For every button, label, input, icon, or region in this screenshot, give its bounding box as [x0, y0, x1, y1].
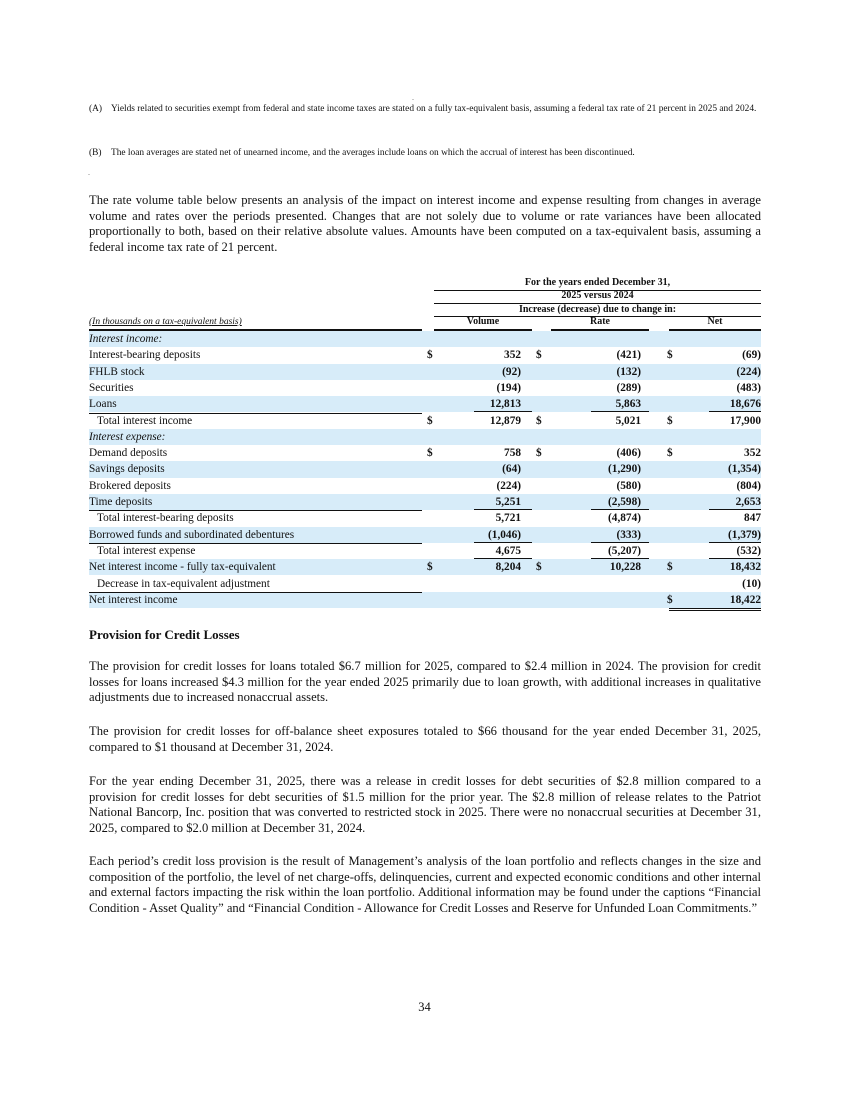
- rate-cell: 5,863: [615, 398, 641, 411]
- rate-cell: (4,874): [608, 512, 641, 525]
- column-header-volume: Volume: [466, 316, 500, 327]
- table-row: [89, 576, 761, 592]
- dollar-sign: $: [667, 593, 673, 606]
- section-heading: Provision for Credit Losses: [89, 627, 240, 642]
- paragraph: Each period’s credit loss provision is the result of Management’s analysis of the loan portfolio and reflects changes in the size and composition of the portfolio, the level of net charge-offs, delinquencies, current and expected economic conditions and other internal and external factors impacting the risk within the loan portfolio. Additional information may be found under the captions “Financial Condition - Asset Quality” and “Financial Condition - Allowance for Credit Losses and Reserve for Unfunded Loan Commitments.”: [89, 854, 761, 915]
- row-label: Securities: [89, 381, 134, 394]
- row-label: Demand deposits: [89, 447, 168, 460]
- row-label: FHLB stock: [89, 365, 145, 378]
- table-row: [89, 396, 761, 412]
- volume-cell: 12,879: [489, 414, 521, 427]
- net-cell: 2,653: [735, 496, 761, 508]
- volume-cell: 8,204: [495, 561, 521, 574]
- stray-mark: .: [412, 93, 414, 102]
- volume-cell: 758: [504, 447, 521, 460]
- paragraph: The provision for credit losses for off-balance sheet exposures totaled to $66 thousand for the year ended December 31, 2025, compared to $1 thousand at December 31, 2024.: [89, 724, 761, 754]
- net-cell: (532): [736, 544, 761, 557]
- row-label: Net interest income: [89, 593, 178, 606]
- table-row: [89, 331, 761, 347]
- row-label: Brokered deposits: [89, 479, 171, 492]
- table-row: [89, 461, 761, 477]
- footnote-label: (A): [89, 104, 103, 114]
- table-row: [89, 510, 761, 526]
- net-cell: (483): [736, 381, 761, 394]
- dollar-sign: $: [427, 561, 433, 574]
- net-cell: (69): [742, 349, 761, 362]
- footnote-b: [89, 147, 761, 160]
- net-cell: (1,379): [728, 528, 761, 541]
- net-cell: 18,422: [729, 593, 761, 606]
- dollar-sign: $: [536, 414, 542, 427]
- page-number: 34: [418, 1000, 431, 1014]
- table-row: [89, 543, 761, 559]
- footnote-label: (B): [89, 148, 102, 158]
- paragraph: For the year ending December 31, 2025, there was a release in credit losses for debt securities of $2.8 million compared to a provision for credit losses for debt securities of $1.5 million for the prior year. The $2.8 million of release relates to the Patriot National Bancorp, Inc. position that was converted to restricted stock in 2025. There were no nonaccrual securities at December 31, 2025, compared to $2.0 million at December 31, 2024.: [89, 774, 761, 835]
- net-cell: 847: [744, 512, 761, 525]
- footnote-text: Yields related to securities exempt from federal and state income taxes are stated on a fully tax-equivalent basis, assuming a federal tax rate of 21 percent in 2025 and 2024.: [111, 104, 757, 114]
- table-row: [89, 478, 761, 494]
- row-label: Interest expense:: [89, 430, 166, 443]
- net-cell: 17,900: [729, 414, 761, 427]
- table-header-comparison: 2025 versus 2024: [561, 290, 634, 301]
- stray-mark: .: [88, 168, 90, 177]
- rate-cell: (1,290): [608, 463, 641, 476]
- row-label: Borrowed funds and subordinated debentures: [89, 528, 295, 541]
- footnote-text: The loan averages are stated net of unearned income, and the averages include loans on which the accrual of interest has been discontinued.: [111, 148, 635, 158]
- net-cell: 18,676: [729, 398, 761, 411]
- column-header-net: Net: [707, 316, 723, 327]
- table-row: [89, 413, 761, 429]
- rate-cell: (421): [616, 349, 641, 362]
- rate-cell: (406): [616, 447, 641, 460]
- row-label: Net interest income - fully tax-equivalent: [89, 561, 276, 574]
- row-label: Decrease in tax-equivalent adjustment: [97, 577, 270, 590]
- row-label: Total interest expense: [97, 544, 196, 557]
- rate-cell: (580): [616, 479, 641, 492]
- volume-cell: 12,813: [489, 398, 521, 411]
- volume-cell: (224): [496, 479, 521, 492]
- dollar-sign: $: [667, 447, 673, 460]
- dollar-sign: $: [536, 349, 542, 362]
- table-row: [89, 494, 761, 510]
- net-cell: (1,354): [728, 463, 761, 476]
- row-label: Interest income:: [89, 333, 163, 345]
- volume-cell: 5,721: [495, 512, 521, 525]
- dollar-sign: $: [667, 414, 673, 427]
- table-row: [89, 347, 761, 363]
- net-cell: (224): [736, 365, 761, 378]
- table-row: [89, 364, 761, 380]
- row-label: Savings deposits: [89, 463, 165, 476]
- dollar-sign: $: [427, 414, 433, 427]
- table-row: [89, 429, 761, 445]
- table-row: [89, 445, 761, 461]
- dollar-sign: $: [667, 561, 673, 574]
- footnote-a: [89, 103, 761, 116]
- table-header-period: For the years ended December 31,: [524, 277, 671, 288]
- net-cell: (10): [742, 577, 761, 590]
- volume-cell: 5,251: [495, 496, 521, 508]
- dollar-sign: $: [667, 349, 673, 362]
- table-row: [89, 527, 761, 543]
- table-row: [89, 592, 761, 608]
- rate-cell: (2,598): [608, 496, 641, 508]
- column-header-rate: Rate: [590, 316, 610, 327]
- row-label: Total interest income: [97, 414, 193, 427]
- table-header-change: Increase (decrease) due to change in:: [518, 304, 677, 315]
- rate-cell: (132): [616, 365, 641, 378]
- volume-cell: (194): [496, 381, 521, 394]
- rate-cell: (333): [616, 528, 641, 541]
- net-cell: 352: [744, 447, 761, 460]
- dollar-sign: $: [536, 447, 542, 460]
- net-cell: (804): [736, 479, 761, 492]
- dollar-sign: $: [536, 561, 542, 574]
- volume-cell: 352: [504, 349, 521, 362]
- rate-cell: (289): [616, 381, 641, 394]
- table-row: [89, 559, 761, 575]
- rate-cell: 10,228: [609, 561, 641, 574]
- volume-cell: (64): [502, 463, 521, 476]
- row-label: Loans: [89, 398, 117, 411]
- dollar-sign: $: [427, 349, 433, 362]
- volume-cell: (92): [502, 365, 521, 378]
- row-label: Time deposits: [89, 496, 153, 508]
- intro-paragraph: The rate volume table below presents an analysis of the impact on interest income and expense resulting from changes in average volume and rates over the periods presented. Changes that are not solely due to volume or rate variances have been allocated proportionally to both, based on their relative absolute values. Amounts have been computed on a tax-equivalent basis, assuming a federal income tax rate of 21 percent.: [89, 193, 761, 254]
- table-row: [89, 380, 761, 396]
- dollar-sign: $: [427, 447, 433, 460]
- rate-cell: (5,207): [608, 544, 641, 557]
- paragraph: The provision for credit losses for loans totaled $6.7 million for 2025, compared to $2.4 million in 2024. The provision for credit losses for loans increased $4.3 million for the year ended 2025 primarily due to loan growth, with additional increases in qualitative adjustments due to increased nonaccrual assets.: [89, 659, 761, 705]
- volume-cell: (1,046): [488, 528, 521, 541]
- table-basis-label: (In thousands on a tax-equivalent basis): [89, 317, 242, 327]
- row-label: Interest-bearing deposits: [89, 349, 201, 362]
- rate-cell: 5,021: [615, 414, 641, 427]
- volume-cell: 4,675: [495, 544, 521, 557]
- net-cell: 18,432: [729, 561, 761, 574]
- row-label: Total interest-bearing deposits: [97, 512, 234, 525]
